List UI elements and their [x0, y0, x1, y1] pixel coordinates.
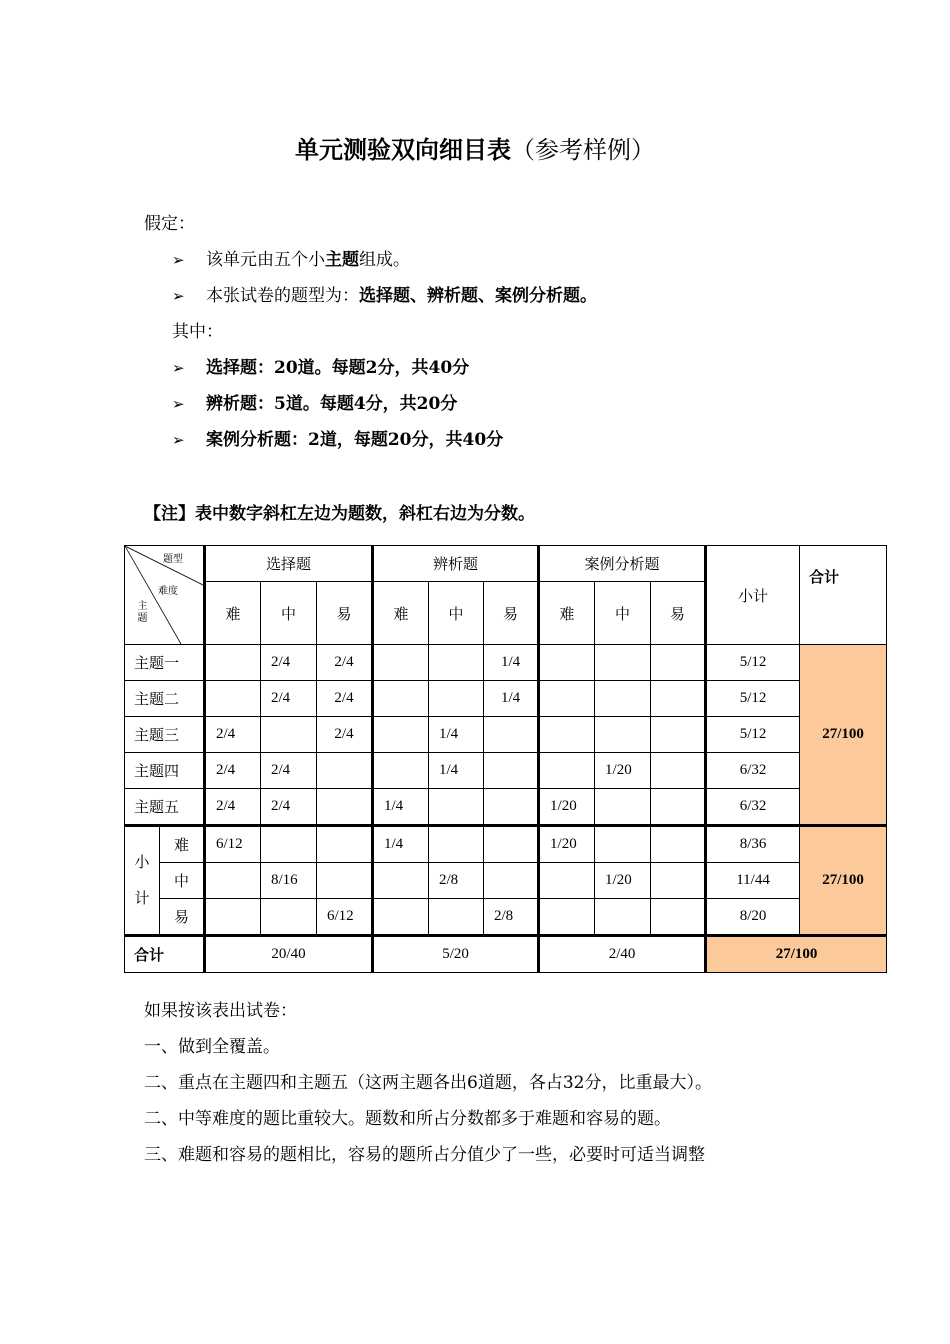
- score-cell: 1/20: [539, 789, 595, 826]
- bullet-icon: ➢: [172, 287, 185, 305]
- total-value: 5/20: [373, 936, 539, 973]
- intro-bullet-5: 案例分析题：2道，每题20分，共40分: [206, 430, 504, 450]
- b2-pre: 本张试卷的题型为：: [206, 286, 359, 306]
- subtotal-rows: [125, 826, 887, 936]
- score-cell: [484, 753, 539, 789]
- score-cell: [373, 753, 429, 789]
- score-cell: [539, 645, 595, 681]
- bullet-icon: ➢: [172, 359, 185, 377]
- corner-cell: [125, 546, 205, 645]
- topic-row: [125, 717, 887, 753]
- score-cell: [429, 789, 484, 826]
- level-header: 难: [373, 582, 429, 645]
- topic-row: [125, 645, 887, 681]
- score-cell: [651, 899, 706, 936]
- score-cell: [651, 681, 706, 717]
- level-header: 中: [261, 582, 317, 645]
- specification-table: [124, 545, 887, 973]
- b1-pre: 该单元由五个小: [206, 250, 325, 270]
- subtotal-side-char: 小: [134, 854, 150, 871]
- score-cell: [539, 863, 595, 899]
- among-label: 其中：: [172, 322, 223, 342]
- subtotal-side-label: [125, 826, 160, 936]
- corner-difficulty-label: 难度: [158, 586, 178, 597]
- topic-name: 主题五: [125, 789, 205, 826]
- total-value: 20/40: [205, 936, 373, 973]
- corner-topic-label: 主题: [137, 601, 148, 624]
- topic-total-cell: 27/100: [800, 645, 887, 826]
- level-name: 中: [160, 863, 205, 899]
- score-cell: [651, 717, 706, 753]
- title-main: 单元测验双向细目表: [295, 136, 511, 164]
- score-cell: 2/4: [261, 645, 317, 681]
- intro-bullet-2: [206, 284, 597, 308]
- row-subtotal: 5/12: [706, 681, 800, 717]
- score-cell: [317, 826, 373, 863]
- score-cell: [373, 681, 429, 717]
- row-subtotal: 8/20: [706, 899, 800, 936]
- b1-post: 组成。: [359, 250, 410, 270]
- level-header: 中: [595, 582, 651, 645]
- score-cell: [429, 645, 484, 681]
- bullet-icon: ➢: [172, 431, 185, 449]
- score-cell: [205, 681, 261, 717]
- level-header: 难: [539, 582, 595, 645]
- score-cell: [261, 826, 317, 863]
- topic-name: 主题四: [125, 753, 205, 789]
- score-cell: 2/4: [205, 753, 261, 789]
- bullet-icon: ➢: [172, 251, 185, 269]
- score-cell: 2/4: [261, 753, 317, 789]
- score-cell: [595, 789, 651, 826]
- level-header: 难: [205, 582, 261, 645]
- conclusion-point-3: 二、中等难度的题比重较大。题数和所占分数都多于难题和容易的题。: [144, 1109, 671, 1129]
- page-title: [0, 133, 950, 167]
- total-row-label: 合计: [125, 936, 205, 973]
- score-cell: [539, 753, 595, 789]
- intro-bullet-1: [206, 248, 410, 272]
- conclusion-intro: 如果按该表出试卷：: [144, 1001, 297, 1021]
- score-cell: 6/12: [317, 899, 373, 936]
- level-subtotal-row: [125, 826, 887, 863]
- level-total-cell: 27/100: [800, 826, 887, 936]
- row-subtotal: 11/44: [706, 863, 800, 899]
- score-cell: 1/4: [373, 789, 429, 826]
- conclusion-point-4: 三、难题和容易的题相比，容易的题所占分值少了一些，必要时可适当调整: [144, 1145, 705, 1165]
- level-header: 中: [429, 582, 484, 645]
- score-cell: [205, 899, 261, 936]
- topic-row: [125, 753, 887, 789]
- row-subtotal: 8/36: [706, 826, 800, 863]
- score-cell: 1/4: [429, 717, 484, 753]
- score-cell: [484, 863, 539, 899]
- score-cell: 2/8: [429, 863, 484, 899]
- score-cell: [205, 645, 261, 681]
- score-cell: [539, 899, 595, 936]
- subtotal-side-char: 计: [134, 890, 150, 907]
- score-cell: [539, 681, 595, 717]
- type-header: 辨析题: [373, 546, 539, 582]
- score-cell: [484, 789, 539, 826]
- score-cell: 1/20: [595, 753, 651, 789]
- score-cell: [651, 789, 706, 826]
- b2-bold: 选择题、辨析题、案例分析题。: [359, 286, 597, 306]
- score-cell: [373, 863, 429, 899]
- conclusion-point-2: 二、重点在主题四和主题五（这两主题各出6道题，各占32分，比重最大）。: [144, 1073, 712, 1093]
- topic-name: 主题二: [125, 681, 205, 717]
- score-cell: [317, 789, 373, 826]
- bullet-icon: ➢: [172, 395, 185, 413]
- corner-type-label: 题型: [163, 554, 183, 565]
- topic-row: [125, 681, 887, 717]
- score-cell: 2/4: [205, 717, 261, 753]
- score-cell: [373, 717, 429, 753]
- score-cell: [317, 753, 373, 789]
- score-cell: [261, 899, 317, 936]
- score-cell: [651, 826, 706, 863]
- score-cell: [651, 645, 706, 681]
- level-subtotal-row: [125, 863, 887, 899]
- score-cell: [595, 681, 651, 717]
- score-cell: [429, 899, 484, 936]
- score-cell: [373, 899, 429, 936]
- score-cell: [595, 645, 651, 681]
- score-cell: 1/4: [373, 826, 429, 863]
- score-cell: 1/4: [484, 681, 539, 717]
- level-subtotal-row: [125, 899, 887, 936]
- table-note: 【注】表中数字斜杠左边为题数，斜杠右边为分数。: [144, 504, 535, 524]
- score-cell: 6/12: [205, 826, 261, 863]
- level-name: 易: [160, 899, 205, 936]
- score-cell: 2/4: [317, 717, 373, 753]
- score-cell: [205, 863, 261, 899]
- score-cell: [484, 826, 539, 863]
- score-cell: 1/4: [429, 753, 484, 789]
- type-header: 案例分析题: [539, 546, 706, 582]
- level-header: 易: [317, 582, 373, 645]
- intro-bullet-4: 辨析题：5道。每题4分，共20分: [206, 394, 458, 414]
- header-row-1: [125, 546, 887, 582]
- score-cell: [261, 717, 317, 753]
- score-cell: 2/4: [261, 789, 317, 826]
- type-header: 选择题: [205, 546, 373, 582]
- score-cell: [651, 753, 706, 789]
- topic-name: 主题三: [125, 717, 205, 753]
- intro-bullet-3: 选择题：20道。每题2分，共40分: [206, 358, 470, 378]
- row-subtotal: 6/32: [706, 789, 800, 826]
- score-cell: 2/4: [205, 789, 261, 826]
- topic-name: 主题一: [125, 645, 205, 681]
- score-cell: [429, 826, 484, 863]
- total-row: [125, 936, 887, 973]
- row-subtotal: 5/12: [706, 717, 800, 753]
- score-cell: 1/4: [484, 645, 539, 681]
- conclusion-point-1: 一、做到全覆盖。: [144, 1037, 280, 1057]
- score-cell: [595, 717, 651, 753]
- score-cell: 2/8: [484, 899, 539, 936]
- score-cell: [595, 899, 651, 936]
- score-cell: 1/20: [539, 826, 595, 863]
- assume-label: 假定：: [144, 214, 195, 234]
- total-header: 合计: [800, 546, 887, 645]
- topic-row: [125, 789, 887, 826]
- topic-rows: [125, 645, 887, 826]
- level-header: 易: [484, 582, 539, 645]
- level-header: 易: [651, 582, 706, 645]
- title-paren: （参考样例）: [511, 136, 655, 164]
- subtotal-header: 小计: [706, 546, 800, 645]
- total-value: 2/40: [539, 936, 706, 973]
- score-cell: [484, 717, 539, 753]
- score-cell: 1/20: [595, 863, 651, 899]
- score-cell: 2/4: [317, 645, 373, 681]
- level-name: 难: [160, 826, 205, 863]
- row-subtotal: 5/12: [706, 645, 800, 681]
- score-cell: [595, 826, 651, 863]
- score-cell: [651, 863, 706, 899]
- row-subtotal: 6/32: [706, 753, 800, 789]
- score-cell: 2/4: [261, 681, 317, 717]
- score-cell: 8/16: [261, 863, 317, 899]
- score-cell: 2/4: [317, 681, 373, 717]
- score-cell: [429, 681, 484, 717]
- b1-bold: 主题: [325, 250, 359, 270]
- score-cell: [539, 717, 595, 753]
- score-cell: [373, 645, 429, 681]
- grand-total: 27/100: [706, 936, 887, 973]
- score-cell: [317, 863, 373, 899]
